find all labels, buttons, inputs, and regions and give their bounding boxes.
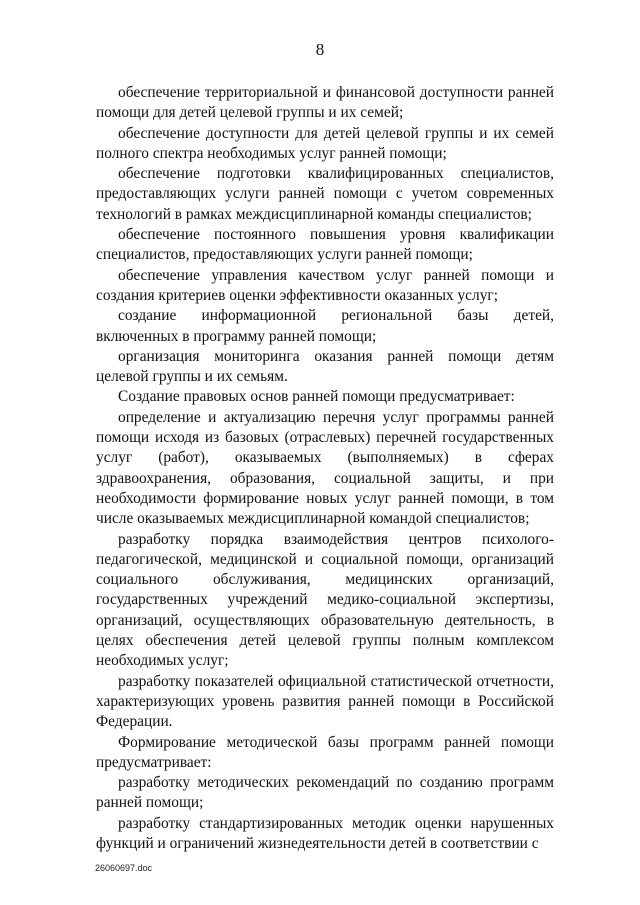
- paragraph: организация мониторинга оказания ранней помощи детям целевой группы и их семьям.: [96, 347, 554, 386]
- paragraph: обеспечение доступности для детей целевой группы и их семей полного спектра необходимых услуг ранней помощи;: [96, 124, 554, 162]
- paragraph: обеспечение подготовки квалифицированных специалистов, предоставляющих услуги ранней помощи с учетом современных технологий в рамках междисциплинарной команды специалистов;: [96, 165, 554, 223]
- page-number: 8: [315, 40, 325, 59]
- paragraph: обеспечение постоянного повышения уровня квалификации специалистов, предоставляющих услуги ранней помощи;: [96, 226, 554, 264]
- paragraph: Создание правовых основ ранней помощи предусматривает:: [118, 388, 515, 406]
- paragraph: разработку стандартизированных методик оценки нарушенных функций и ограничений жизнедеятельности детей в соответствии с: [96, 814, 554, 852]
- paragraph: определение и актуализацию перечня услуг программы ранней помощи исходя из базовых (отраслевых) перечней государственных услуг (работ), оказываемых (выполняемых) в сферах здравоохранения, образования, социальной защиты, и при необходимости формирование новых услуг ранней помощи, в том числе оказываемых междисциплинарной командой специалистов;: [96, 408, 554, 528]
- paragraph: Формирование методической базы программ ранней помощи предусматривает:: [96, 733, 554, 771]
- paragraph: разработку порядка взаимодействия центров психолого-педагогической, медицинской и социальной помощи, организаций социального обслуживания, медицинских организаций, государственных учреждений медико-социальной экспертизы, организаций, осуществляющих образовательную деятельность, в целях обеспечения детей целевой группы полным комплексом необходимых услуг;: [96, 530, 554, 670]
- file-name-footer: 26060697.doc: [95, 863, 153, 873]
- paragraph: разработку методических рекомендаций по созданию программ ранней помощи;: [96, 774, 554, 812]
- paragraph: обеспечение управления качеством услуг ранней помощи и создания критериев оценки эффективности оказанных услуг;: [96, 266, 554, 304]
- body-text: [96, 83, 554, 854]
- paragraph: создание информационной региональной базы детей, включенных в программу ранней помощи;: [96, 307, 554, 345]
- paragraph: разработку показателей официальной статистической отчетности, характеризующих уровень развития ранней помощи в Российской Федерации.: [96, 672, 554, 731]
- paragraph: обеспечение территориальной и финансовой доступности ранней помощи для детей целевой группы и их семей;: [96, 84, 554, 122]
